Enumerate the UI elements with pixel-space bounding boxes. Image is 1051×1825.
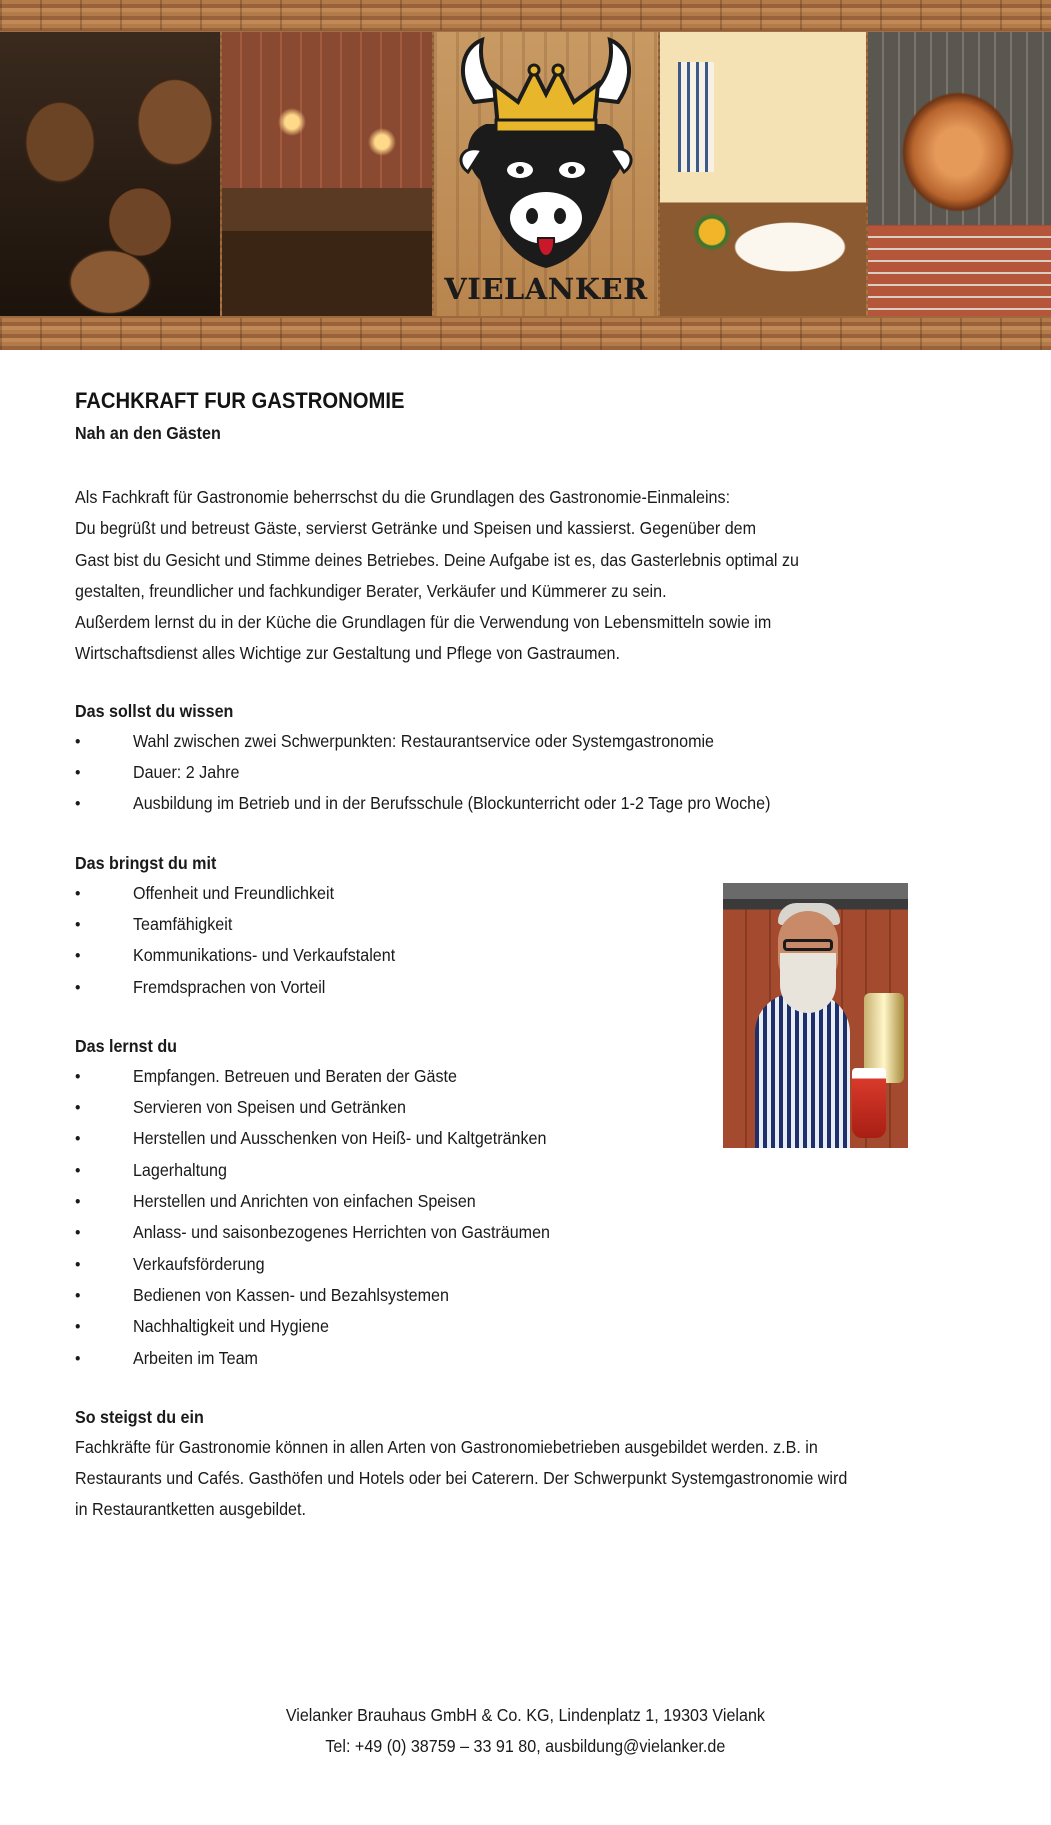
list-item: • Teamfähigkeit [75, 909, 894, 940]
beard [780, 953, 836, 1013]
list-item: • Arbeiten im Team [75, 1343, 894, 1374]
header-banner [0, 0, 1051, 350]
list-item: • Nachhaltigkeit und Hygiene [75, 1311, 894, 1342]
photo-brewhouse-kettle [868, 32, 1051, 316]
list-item: • Lagerhaltung [75, 1155, 894, 1186]
list-item: • Ausbildung im Betrieb und in der Berufsschule (Blockunterricht oder 1-2 Tage pro Woche) [75, 788, 894, 819]
list-item: • Herstellen und Anrichten von einfachen Speisen [75, 1186, 894, 1217]
intro-line: Wirtschaftsdienst alles Wichtige zur Gestaltung und Pflege von Gastraumen. [75, 643, 620, 664]
paragraph-line: in Restaurantketten ausgebildet. [75, 1499, 306, 1520]
section-heading: Das bringst du mit [75, 852, 217, 873]
list-item: • Kommunikations- und Verkaufstalent [75, 940, 894, 971]
list-item: • Offenheit und Freundlichkeit [75, 878, 894, 909]
section-das-sollst-du-wissen [75, 696, 965, 820]
list-item: • Dauer: 2 Jahre [75, 757, 894, 788]
list-item: • Empfangen. Betreuen und Beraten der Gäste [75, 1061, 894, 1092]
photo-barrel-cellar [0, 32, 220, 316]
section-so-steigst-du-ein [75, 1402, 965, 1526]
wood-strip-top [0, 0, 1051, 30]
window-curtain [678, 62, 714, 172]
section-heading: So steigst du ein [75, 1406, 204, 1427]
glasses [783, 939, 833, 951]
wood-strip-bottom [0, 318, 1051, 350]
list-item: • Fremdsprachen von Vorteil [75, 972, 894, 1003]
paragraph-line: Fachkräfte für Gastronomie können in allen Arten von Gastronomiebetrieben ausgebildet werden. z.B. in [75, 1436, 818, 1457]
logo-wordmark: VIELANKER [444, 272, 648, 306]
page-title: FACHKRAFT FUR GASTRONOMIE [75, 388, 405, 413]
list-item: • Herstellen und Ausschenken von Heiß- und Kaltgetränken [75, 1123, 894, 1154]
footer-address: Vielanker Brauhaus GmbH & Co. KG, Lindenplatz 1, 19303 Vielank [285, 1705, 766, 1725]
footer [0, 1700, 1051, 1762]
list-item: • Bedienen von Kassen- und Bezahlsystemen [75, 1280, 894, 1311]
list-item: • Anlass- und saisonbezogenes Herrichten von Gasträumen [75, 1217, 894, 1248]
bullet-list [75, 726, 965, 820]
brick-wall [868, 226, 1051, 316]
logo-panel [434, 32, 658, 316]
page-subtitle: Nah an den Gästen [75, 423, 221, 443]
intro-line: Außerdem lernst du in der Küche die Grundlagen für die Verwendung von Lebensmitteln sowie im [75, 612, 772, 633]
section-heading: Das sollst du wissen [75, 700, 234, 721]
intro-line: Du begrüßt und betreust Gäste, servierst Getränke und Speisen und kassierst. Gegenüber dem [75, 518, 757, 539]
list-item: • Servieren von Speisen und Getränken [75, 1092, 894, 1123]
photo-hotel-room [660, 32, 866, 316]
intro-line: Gast bist du Gesicht und Stimme deines Betriebes. Deine Aufgabe ist es, das Gasterlebnis optimal zu [75, 549, 799, 570]
photo-bartender-tapping-beer [723, 883, 908, 1148]
section-heading: Das lernst du [75, 1035, 178, 1056]
beer-glass [852, 1068, 886, 1138]
list-item: • Wahl zwischen zwei Schwerpunkten: Restaurantservice oder Systemgastronomie [75, 726, 894, 757]
list-item: • Verkaufsförderung [75, 1249, 894, 1280]
checkered-shirt [755, 993, 850, 1148]
intro-line: Als Fachkraft für Gastronomie beherrschst du die Grundlagen des Gastronomie-Einmaleins: [75, 487, 731, 507]
intro-line: gestalten, freundlicher und fachkundiger Berater, Verkäufer und Kümmerer zu sein. [75, 580, 667, 601]
photo-restaurant-interior [222, 32, 432, 316]
footer-contact: Tel: +49 (0) 38759 – 33 91 80, ausbildung@vielanker.de [325, 1736, 726, 1756]
intro-text [75, 482, 958, 670]
paragraph-line: Restaurants und Cafés. Gasthöfen und Hotels oder bei Caterern. Der Schwerpunkt Systemgastronomie wird [75, 1468, 848, 1489]
